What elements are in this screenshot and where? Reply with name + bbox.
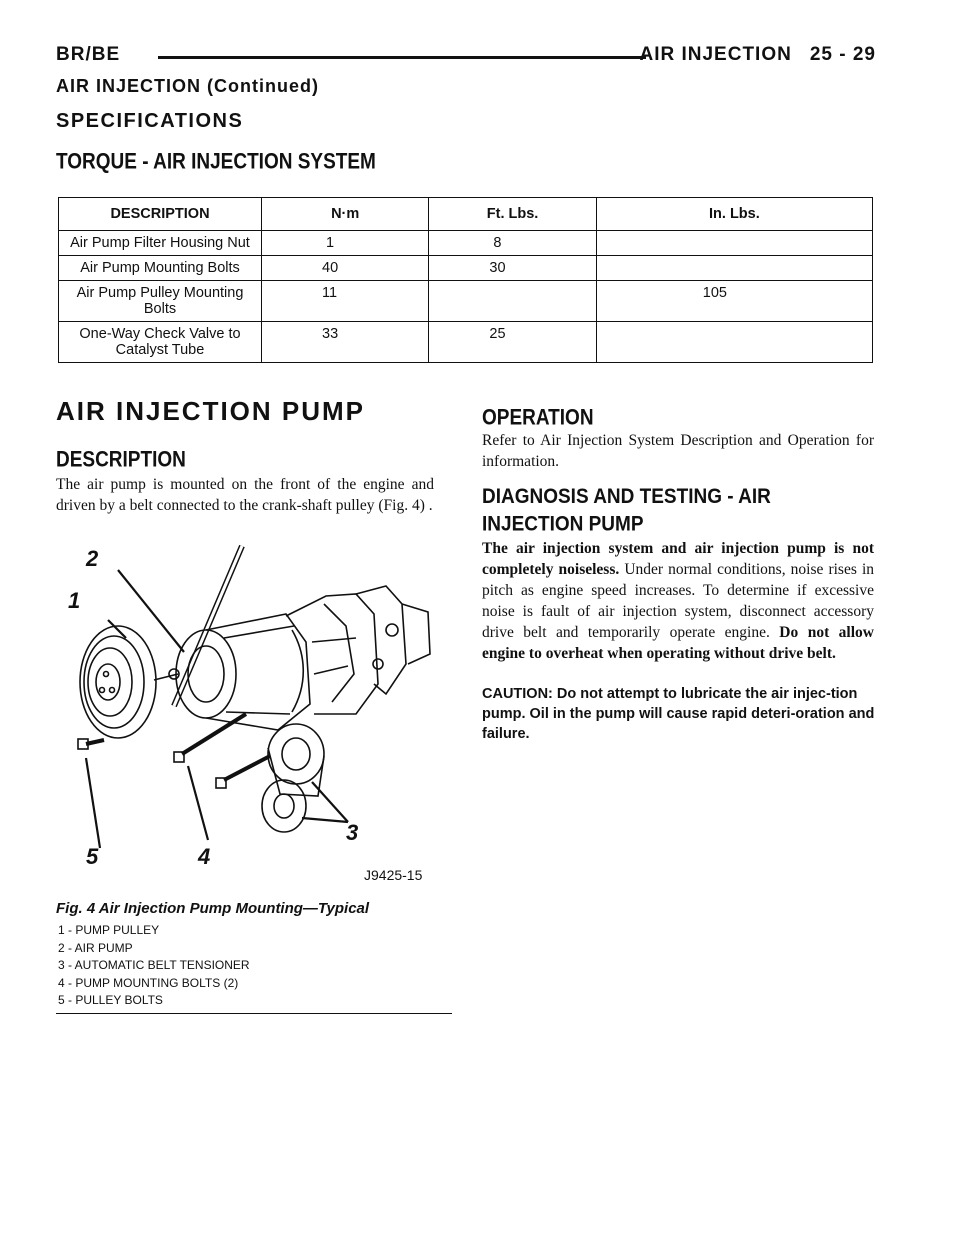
diagnosis-bold-warning: Do not allow engine to overheat when operating without drive belt. — [482, 624, 874, 662]
table-cell: 40 — [262, 256, 429, 281]
operation-heading: OPERATION — [482, 406, 594, 431]
table-cell: Air Pump Mounting Bolts — [59, 256, 262, 281]
description-heading: DESCRIPTION — [56, 448, 186, 473]
table-cell — [596, 256, 872, 281]
torque-heading: TORQUE - AIR INJECTION SYSTEM — [56, 150, 376, 175]
operation-text: Refer to Air Injection System Description and Operation for information. — [482, 432, 874, 470]
legend-item: 3 - AUTOMATIC BELT TENSIONER — [58, 958, 250, 972]
callout-1: 1 — [68, 588, 81, 613]
table-cell: 1 — [262, 231, 429, 256]
column-header: N·m — [262, 198, 429, 231]
legend-divider — [56, 1013, 452, 1014]
table-cell: 33 — [262, 322, 429, 363]
table-cell: 30 — [429, 256, 596, 281]
page-number: 25 - 29 — [809, 44, 876, 65]
table-header-row — [59, 198, 873, 231]
page-header — [56, 44, 876, 70]
legend-item: 4 - PUMP MOUNTING BOLTS (2) — [58, 975, 239, 990]
description-text: The air pump is mounted on the front of the engine and driven by a belt connected to the crank-shaft pulley (Fig. 4) . — [56, 476, 434, 514]
legend-item: 5 - PULLEY BOLTS — [58, 993, 163, 1007]
figure-code: J9425-15 — [364, 867, 423, 883]
table-row — [59, 231, 873, 256]
figure-legend — [58, 922, 452, 1010]
figure-caption: Fig. 4 Air Injection Pump Mounting—Typical — [56, 900, 370, 917]
table-cell: 8 — [429, 231, 596, 256]
table-row — [59, 256, 873, 281]
torque-table — [58, 197, 873, 363]
header-rule — [158, 56, 646, 59]
table-cell: Air Pump Filter Housing Nut — [59, 231, 262, 256]
legend-item: 2 - AIR PUMP — [58, 940, 133, 955]
callout-3: 3 — [346, 820, 359, 845]
legend-item: 1 - PUMP PULLEY — [58, 923, 160, 937]
header-section — [639, 44, 876, 66]
diagnosis-body: Under normal conditions, noise rises in pitch as engine speed increases. To determine if excessive noise is fault of air injection system, disconnect accessory drive belt and temporarily operate engine. — [482, 561, 874, 641]
table-cell: One-Way Check Valve to Catalyst Tube — [59, 322, 262, 363]
callout-5: 5 — [86, 844, 99, 869]
table-cell: 25 — [429, 322, 596, 363]
diagnosis-bold-intro: The air injection system and air injection pump is not completely noiseless. — [482, 540, 874, 578]
table-row — [59, 281, 873, 322]
column-header: Ft. Lbs. — [429, 198, 596, 231]
table-cell — [429, 281, 596, 322]
pump-heading: AIR INJECTION PUMP — [56, 396, 366, 426]
continued-title: AIR INJECTION (Continued) — [56, 76, 319, 96]
specifications-heading: SPECIFICATIONS — [56, 110, 244, 132]
section-title: AIR INJECTION — [639, 44, 792, 65]
column-header: In. Lbs. — [596, 198, 872, 231]
diagnosis-text — [482, 538, 874, 664]
callout-2: 2 — [86, 546, 99, 571]
diagnosis-heading: DIAGNOSIS AND TESTING - AIR INJECTION PUMP — [482, 485, 771, 536]
table-cell — [596, 322, 872, 363]
callout-4: 4 — [198, 844, 211, 869]
column-header: DESCRIPTION — [59, 198, 262, 231]
table-cell: Air Pump Pulley Mounting Bolts — [59, 281, 262, 322]
model-code: BR/BE — [56, 44, 121, 65]
table-cell: 105 — [596, 281, 872, 322]
table-cell: 11 — [262, 281, 429, 322]
caution-note: CAUTION: Do not attempt to lubricate the air injec-tion pump. Oil in the pump will cause rapid deteri-oration and failure. — [482, 686, 875, 742]
table-row — [59, 322, 873, 363]
pump-mounting-figure — [56, 534, 450, 894]
table-cell — [596, 231, 872, 256]
